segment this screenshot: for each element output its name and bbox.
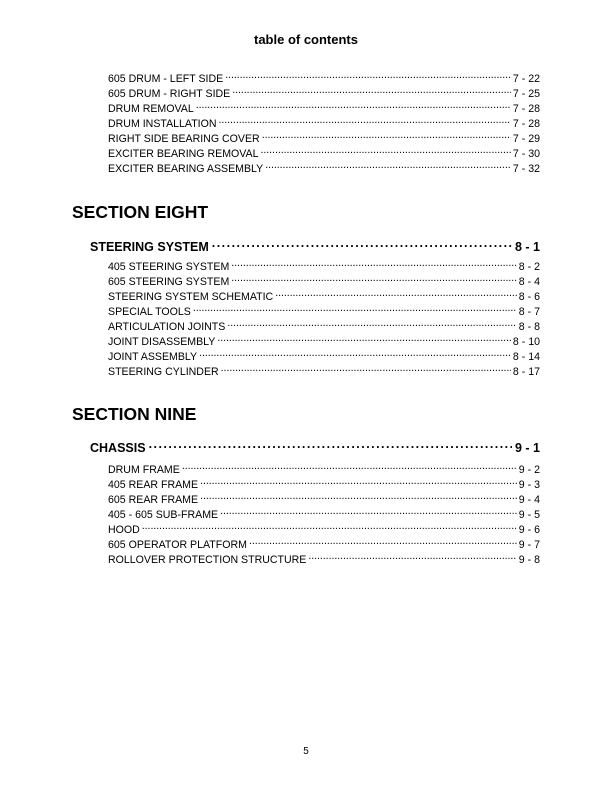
toc-entry-label: STEERING SYSTEM SCHEMATIC <box>108 291 274 303</box>
toc-entry-page: 9 - 7 <box>518 539 540 551</box>
section-heading: SECTION NINE <box>72 404 197 424</box>
leader-dots <box>219 113 511 127</box>
toc-entry-page: 7 - 29 <box>512 133 540 145</box>
leader-dots <box>149 436 512 452</box>
toc-entry[interactable] <box>108 98 540 115</box>
toc-entry-label: STEERING CYLINDER <box>108 366 219 378</box>
toc-entry[interactable] <box>108 504 540 521</box>
leader-dots <box>199 346 511 360</box>
toc-entry-page: 8 - 2 <box>518 261 540 273</box>
toc-entry-label: 405 STEERING SYSTEM <box>108 261 230 273</box>
toc-entry[interactable] <box>108 286 540 303</box>
toc-entry-label: 605 DRUM - LEFT SIDE <box>108 73 224 85</box>
leader-dots <box>261 143 511 157</box>
toc-entry[interactable] <box>108 474 540 491</box>
leader-dots <box>193 301 517 315</box>
toc-entry-label: RIGHT SIDE BEARING COVER <box>108 133 260 145</box>
toc-entry-page: 8 - 8 <box>518 321 540 333</box>
toc-entry[interactable] <box>108 519 540 536</box>
leader-dots <box>231 256 517 270</box>
leader-dots <box>262 128 511 142</box>
toc-entry-label: 605 DRUM - RIGHT SIDE <box>108 88 231 100</box>
toc-entry-page: 7 - 25 <box>512 88 540 100</box>
toc-entry-page: 7 - 32 <box>512 163 540 175</box>
toc-entry-label: ROLLOVER PROTECTION STRUCTURE <box>108 554 307 566</box>
toc-entry[interactable] <box>108 549 540 566</box>
toc-entry-label: 405 REAR FRAME <box>108 479 199 491</box>
toc-entry[interactable] <box>108 346 540 363</box>
page-number: 5 <box>303 746 309 757</box>
toc-entry[interactable] <box>108 128 540 145</box>
toc-entry-label: DRUM INSTALLATION <box>108 118 217 130</box>
toc-entry-page: 9 - 5 <box>518 509 540 521</box>
toc-entry-page: 7 - 22 <box>512 73 540 85</box>
toc-entry[interactable] <box>108 113 540 130</box>
toc-entry-page: 8 - 7 <box>518 306 540 318</box>
leader-dots <box>142 519 517 533</box>
toc-entry-label: ARTICULATION JOINTS <box>108 321 226 333</box>
chapter-label: CHASSIS <box>90 441 146 455</box>
leader-dots <box>196 98 511 112</box>
toc-entry-page: 7 - 30 <box>512 148 540 160</box>
toc-entry-label: 605 REAR FRAME <box>108 494 199 506</box>
toc-entry[interactable] <box>108 68 540 85</box>
toc-entry-page: 8 - 6 <box>518 291 540 303</box>
toc-entry-label: JOINT DISASSEMBLY <box>108 336 216 348</box>
toc-entry[interactable] <box>108 459 540 476</box>
leader-dots <box>220 504 517 518</box>
toc-entry[interactable] <box>108 301 540 318</box>
leader-dots <box>200 489 517 503</box>
section-heading: SECTION EIGHT <box>72 202 209 222</box>
leader-dots <box>249 534 517 548</box>
toc-entry[interactable] <box>108 271 540 288</box>
page-title: table of contents <box>253 32 358 47</box>
leader-dots <box>308 549 516 563</box>
leader-dots <box>225 68 511 82</box>
toc-entry-page: 9 - 2 <box>518 464 540 476</box>
toc-entry-page: 9 - 3 <box>518 479 540 491</box>
toc-entry[interactable] <box>108 534 540 551</box>
toc-entry-label: SPECIAL TOOLS <box>108 306 191 318</box>
toc-entry-page: 9 - 4 <box>518 494 540 506</box>
leader-dots <box>231 271 517 285</box>
chapter-page: 8 - 1 <box>514 240 540 254</box>
toc-entry-label: EXCITER BEARING REMOVAL <box>108 148 259 160</box>
leader-dots <box>227 316 516 330</box>
toc-entry-page: 8 - 14 <box>512 351 540 363</box>
toc-entry[interactable] <box>108 316 540 333</box>
toc-entry-label: 405 - 605 SUB-FRAME <box>108 509 219 521</box>
toc-entry-label: 605 STEERING SYSTEM <box>108 276 230 288</box>
leader-dots <box>232 83 511 97</box>
toc-entry[interactable] <box>108 331 540 348</box>
chapter-page: 9 - 1 <box>514 441 540 455</box>
toc-entry-label: EXCITER BEARING ASSEMBLY <box>108 163 264 175</box>
leader-dots <box>275 286 517 300</box>
chapter-entry[interactable] <box>90 436 540 455</box>
leader-dots <box>200 474 517 488</box>
toc-entry[interactable] <box>108 489 540 506</box>
toc-entry-label: 605 OPERATOR PLATFORM <box>108 539 247 551</box>
toc-entry-page: 8 - 4 <box>518 276 540 288</box>
chapter-entry[interactable] <box>90 235 540 254</box>
toc-entry-page: 7 - 28 <box>512 103 540 115</box>
leader-dots <box>212 235 512 251</box>
leader-dots <box>217 331 511 345</box>
leader-dots <box>182 459 517 473</box>
toc-entry-page: 7 - 28 <box>512 118 540 130</box>
toc-entry-label: DRUM FRAME <box>108 464 180 476</box>
leader-dots <box>265 158 511 172</box>
toc-entry[interactable] <box>108 158 540 175</box>
toc-entry-page: 9 - 6 <box>518 524 540 536</box>
chapter-label: STEERING SYSTEM <box>90 240 209 254</box>
toc-entry-label: JOINT ASSEMBLY <box>108 351 198 363</box>
toc-entry-page: 9 - 8 <box>518 554 540 566</box>
toc-entry[interactable] <box>108 256 540 273</box>
toc-entry[interactable] <box>108 83 540 100</box>
toc-entry-page: 8 - 17 <box>512 366 540 378</box>
leader-dots <box>221 361 511 375</box>
toc-entry-label: HOOD <box>108 524 140 536</box>
toc-entry[interactable] <box>108 143 540 160</box>
toc-entry-label: DRUM REMOVAL <box>108 103 194 115</box>
toc-entry-page: 8 - 10 <box>512 336 540 348</box>
toc-entry[interactable] <box>108 361 540 378</box>
